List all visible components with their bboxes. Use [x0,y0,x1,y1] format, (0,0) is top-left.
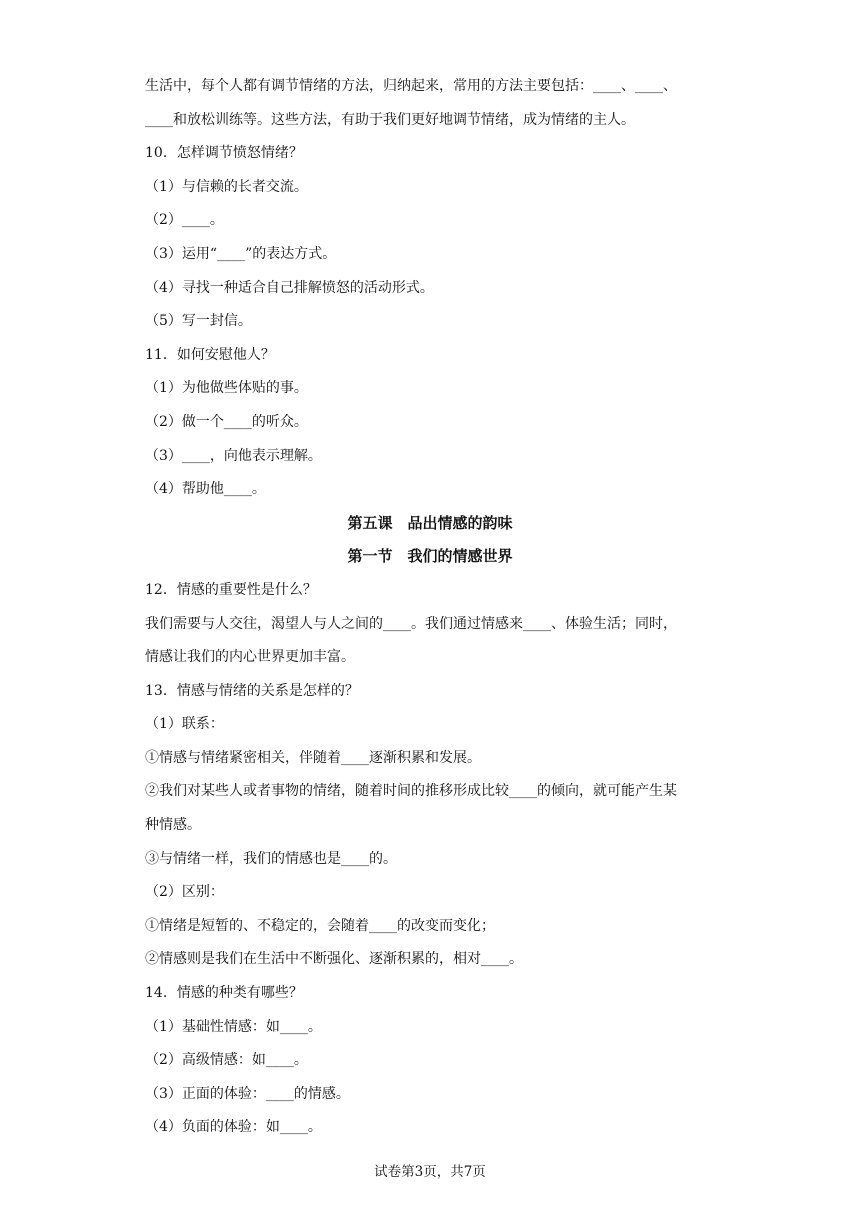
text-line: （2）做一个____的听众。 [145,413,308,430]
text-line: （4）负面的体验：如____。 [145,1119,322,1136]
question-heading: 10．怎样调节愤怒情绪？ [145,145,303,162]
document-body [145,70,715,1145]
text-line: （1）联系： [145,716,224,733]
text-line: （5）写一封信。 [145,313,252,330]
page-footer: 试卷第3页，共7页 [374,1164,486,1180]
text-line: （2）高级情感：如____。 [145,1052,308,1069]
lesson-title: 第五课 品出情感的韵味 [347,513,513,532]
text-line: ____和放松训练等。这些方法，有助于我们更好地调节情绪，成为情绪的主人。 [145,111,635,128]
text-line: ②情感则是我们在生活中不断强化、逐渐积累的，相对____。 [145,951,523,968]
text-line: （2）区别： [145,884,224,901]
text-line: （1）为他做些体贴的事。 [145,380,308,397]
text-line: 我们需要与人交往，渴望人与人之间的____。我们通过情感来____、体验生活；同时， [145,615,677,632]
text-line: ①情感与情绪紧密相关，伴随着____逐渐积累和发展。 [145,749,481,766]
text-line: （3）____，向他表示理解。 [145,447,322,464]
text-line: ③与情绪一样，我们的情感也是____的。 [145,850,397,867]
text-line: （1）基础性情感：如____。 [145,1018,322,1035]
text-line: （1）与信赖的长者交流。 [145,178,308,195]
text-line: ①情绪是短暂的、不稳定的，会随着____的改变而变化； [145,917,495,934]
text-line: （4）寻找一种适合自己排解愤怒的活动形式。 [145,279,434,296]
question-heading: 12．情感的重要性是什么？ [145,581,317,598]
text-line: （3）正面的体验：____的情感。 [145,1085,350,1102]
question-heading: 11．如何安慰他人？ [145,346,275,363]
text-line: 种情感。 [145,817,201,834]
question-heading: 14．情感的种类有哪些？ [145,985,303,1002]
question-heading: 13．情感与情绪的关系是怎样的？ [145,682,359,699]
section-title: 第一节 我们的情感世界 [347,547,513,566]
text-line: （3）运用“____”的表达方式。 [145,245,337,262]
text-line: （2）____。 [145,212,224,229]
text-line: 生活中，每个人都有调节情绪的方法，归纳起来，常用的方法主要包括：____、____、 [145,78,677,94]
text-line: ②我们对某些人或者事物的情绪，随着时间的推移形成比较____的倾向，就可能产生某 [145,783,677,800]
text-line: （4）帮助他____。 [145,481,266,498]
text-line: 情感让我们的内心世界更加丰富。 [145,649,355,666]
